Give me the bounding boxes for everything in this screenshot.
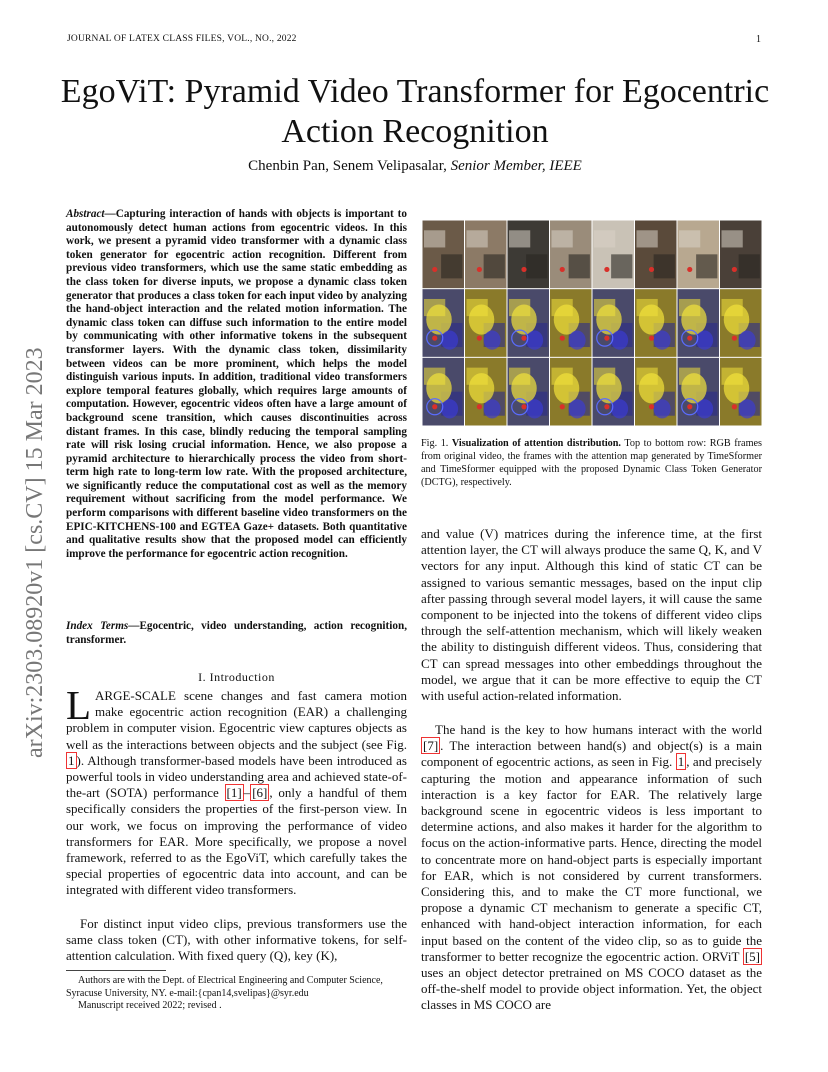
- attention-hotspot: [724, 373, 750, 403]
- right-p2-part-a: The hand is the key to how humans interact with the world: [435, 722, 762, 737]
- frame-region: [424, 230, 445, 247]
- attention-coldspot: [441, 399, 458, 418]
- citation-7-link[interactable]: [7]: [423, 738, 439, 754]
- running-header: [67, 34, 297, 44]
- attention-coldspot: [569, 331, 586, 350]
- frame-region: [739, 254, 760, 278]
- right-paragraph-2: [421, 722, 762, 1014]
- attention-hotspot: [639, 373, 665, 403]
- object-marker: [604, 336, 609, 341]
- attention-hotspot: [469, 373, 495, 403]
- frame-region: [679, 230, 700, 247]
- object-marker: [560, 404, 565, 409]
- object-marker: [477, 336, 482, 341]
- attention-hotspot: [554, 373, 580, 403]
- frame-region: [696, 254, 717, 278]
- arxiv-stamp: [8, 280, 56, 760]
- attention-hotspot: [681, 373, 707, 403]
- index-terms-text: —Egocentric, video understanding, action recognition, transformer.: [66, 620, 407, 646]
- object-marker: [432, 404, 437, 409]
- object-marker: [432, 267, 437, 272]
- attention-coldspot: [654, 331, 671, 350]
- right-paragraph-1: and value (V) matrices during the inference time, at the first attention layer, the CT will always produce the same Q, K, and V vectors for any input. Although this kind of static CT can be assigned to various semantic messages, based on the input clip after passing through several model layers, it will cause the same component to be injected into the tokens of different video clips through the self-attention mechanism, which will likely weaken the ability to distinguish different videos. Thus, considering that CT can spread messages into other embeddings throughout the model, we argue that it can be more effective to equip the CT with useful action-related information.: [421, 526, 762, 704]
- object-marker: [649, 267, 654, 272]
- attention-coldspot: [696, 399, 713, 418]
- object-marker: [521, 267, 526, 272]
- attention-hotspot: [426, 304, 452, 334]
- intro-paragraph-2: For distinct input video clips, previous transformers use the same class token (CT), with other informative tokens, for self-attention calculation. With fixed query (Q), key (K),: [66, 916, 407, 964]
- object-marker: [687, 267, 692, 272]
- author-role: Senior Member, IEEE: [450, 158, 582, 174]
- abstract-text: —Capturing interaction of hands with objects is important to autonomously detect human actions from egocentric videos. In this work, we present a pyramid video transformer with a dynamic class token generator for egocentric action recognition. Different from previous video transformers, which use the same static embedding as the class token for diverse inputs, we propose a dynamic class token generator that produces a class token for each input video by analyzing the hand-object interaction and the related motion information. The dynamic class token can diffuse such information to the entire model by communicating with other informative tokens in the subsequent transformer layers. With the dynamic class token, dissimilarity between videos can be more prominent, which helps the model distinguish various inputs. In addition, traditional video transformers explore temporal features globally, which requires large amounts of computation. However, egocentric videos often have a large amount of background scene transition, which causes discontinuities across distant frames. In this case, blindly reducing the temporal sampling rate will risk losing crucial information. Hence, we also propose a pyramid architecture to hierarchically process the video from short-term high rate to long-term low rate. With the proposed architecture, we significantly reduce the computational cost as well as the memory requirement without sacrificing from the model performance. We perform comparisons with different baseline video transformers on the EPIC-KITCHENS-100 and EGTEA Gaze+ datasets. Both quantitative and qualitative results show that the proposed model can efficiently improve the performance for egocentric action recognition.: [66, 208, 407, 560]
- paper-title: EgoViT: Pyramid Video Transformer for Egocentric Action Recognition: [60, 73, 770, 150]
- frame-region: [441, 254, 462, 278]
- attention-hotspot: [426, 373, 452, 403]
- attention-hotspot: [596, 373, 622, 403]
- object-marker: [732, 404, 737, 409]
- journal-name: JOURNAL OF LATEX CLASS FILES, VOL., NO., 2022: [67, 34, 297, 44]
- attention-coldspot: [654, 399, 671, 418]
- index-terms: [66, 620, 407, 647]
- figure-1-link-2[interactable]: 1: [677, 754, 685, 770]
- intro-paragraph-1: [66, 682, 408, 899]
- attention-coldspot: [739, 399, 756, 418]
- attention-hotspot: [681, 304, 707, 334]
- object-marker: [477, 404, 482, 409]
- attention-hotspot: [724, 304, 750, 334]
- object-marker: [432, 336, 437, 341]
- frame-region: [484, 254, 505, 278]
- section-heading: I. Introduction: [198, 670, 275, 684]
- object-marker: [604, 267, 609, 272]
- frame-region: [552, 230, 573, 247]
- attention-hotspot: [554, 304, 580, 334]
- attention-coldspot: [526, 399, 543, 418]
- author-names: Chenbin Pan, Senem Velipasalar,: [248, 158, 447, 174]
- frame-region: [654, 254, 675, 278]
- attention-frames-image: [422, 220, 762, 426]
- frame-region: [526, 254, 547, 278]
- object-marker: [560, 336, 565, 341]
- attention-coldspot: [484, 399, 501, 418]
- right-p2-part-d: uses an object detector pretrained on MS COCO dataset as the off-the-shelf model to provide object information. Yet, the object classes in MS COCO are: [421, 965, 762, 1013]
- footnote-affiliation: Authors are with the Dept. of Electrical Engineering and Computer Science, Syracuse University, NY. e-mail:{cpan14,svelipas}@syr.edu: [66, 975, 383, 999]
- citation-1-link[interactable]: [1]: [226, 785, 242, 801]
- attention-coldspot: [611, 331, 628, 350]
- attention-coldspot: [611, 399, 628, 418]
- object-marker: [649, 336, 654, 341]
- object-marker: [604, 404, 609, 409]
- frame-region: [594, 230, 615, 247]
- attention-coldspot: [696, 331, 713, 350]
- frame-region: [467, 230, 488, 247]
- page-number: 1: [756, 34, 761, 45]
- object-marker: [477, 267, 482, 272]
- footnote-rule: [66, 970, 166, 971]
- object-marker: [732, 336, 737, 341]
- drop-cap: L: [66, 682, 92, 728]
- figure-1-link[interactable]: 1: [68, 752, 75, 768]
- frame-region: [569, 254, 590, 278]
- object-marker: [649, 404, 654, 409]
- object-marker: [687, 336, 692, 341]
- footnote: [66, 975, 407, 1013]
- attention-coldspot: [526, 331, 543, 350]
- frame-region: [637, 230, 658, 247]
- frame-region: [611, 254, 632, 278]
- figure-caption: [421, 437, 762, 489]
- object-marker: [521, 336, 526, 341]
- footnote-manuscript: Manuscript received 2022; revised .: [78, 1000, 222, 1012]
- abstract: [66, 208, 407, 561]
- intro-p1-part-c: , only a handful of them specifically considers the properties of the first-person view. In our work, we focus on improving the performance of video transformers for EAR. More specifically, we propose a novel framework, referred to as the EgoViT, which carefully takes the special properties of egocentric data into account, and can be integrated with different video transformers.: [66, 785, 408, 898]
- caption-text: Top to bottom row: RGB frames from original video, the frames with the attention map generated by TimeSformer and TimeSformer equipped with the proposed Dynamic Class Token Generator (DCTG), respectively.: [421, 438, 762, 488]
- frame-region: [509, 230, 530, 247]
- attention-hotspot: [469, 304, 495, 334]
- caption-label: Fig. 1.: [421, 438, 449, 449]
- intro-p1-part-b: ). Although transformer-based models have been introduced as powerful tools in video understanding area and achieved state-of-the-art (SOTA) performance: [66, 752, 407, 801]
- right-p2-part-b: . The interaction between hand(s) and object(s) is a main component of egocentric actions, as seen in Fig.: [421, 738, 762, 770]
- attention-hotspot: [639, 304, 665, 334]
- abstract-lead: Abstract: [66, 208, 105, 220]
- citation-5-link[interactable]: [5]: [744, 948, 760, 964]
- object-marker: [687, 404, 692, 409]
- object-marker: [521, 404, 526, 409]
- author-line: [40, 158, 790, 175]
- object-marker: [560, 267, 565, 272]
- frame-region: [722, 230, 743, 247]
- attention-coldspot: [484, 331, 501, 350]
- attention-hotspot: [596, 304, 622, 334]
- citation-6-link[interactable]: [6]: [252, 785, 268, 801]
- figure-attention-grid: [422, 220, 762, 426]
- caption-title: Visualization of attention distribution.: [451, 438, 621, 449]
- index-terms-lead: Index Terms: [66, 620, 129, 632]
- arxiv-stamp-text: arXiv:2303.08920v1 [cs.CV] 15 Mar 2023: [22, 347, 48, 758]
- right-p2-part-c: , and precisely capturing the motion and appearance information of such interaction is a key factor for EAR. The relatively large background scene in egocentric videos is less important to determine actions, and also makes it harder for the algorithm to focus on the action-informative parts. Hence, directing the model to concentrate more on hand-object parts is especially important for EAR, which is not considered by current transformers. Considering this, and to make the CT more functional, we propose a dynamic CT mechanism to generate a specific CT, enhanced with hand-object interaction information, for each input based on the content of the video clip, so as to guide the transformer to better recognize the egocentric action. ORViT: [421, 754, 762, 964]
- citation-dash: –: [243, 785, 251, 801]
- attention-hotspot: [511, 304, 537, 334]
- object-marker: [732, 267, 737, 272]
- attention-hotspot: [511, 373, 537, 403]
- intro-p1-part-a: ARGE-SCALE scene changes and fast camera motion make egocentric action recognition (EAR) a challenging problem in computer vision. Egocentric view captures objects as well as the interactions between objects and the subject (see Fig.: [66, 688, 407, 752]
- attention-coldspot: [441, 331, 458, 350]
- attention-coldspot: [569, 399, 586, 418]
- attention-coldspot: [739, 331, 756, 350]
